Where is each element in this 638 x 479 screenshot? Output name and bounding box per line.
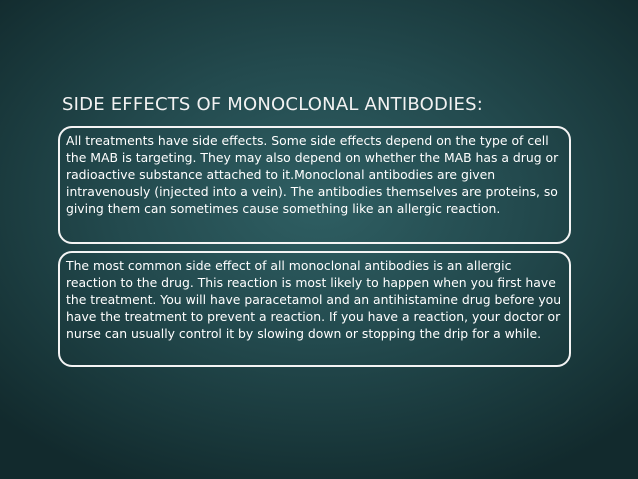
allergic-reaction-paragraph: The most common side effect of all monoclonal antibodies is an allergic reaction to the drug. This reaction is most likely to happen when you first have the treatment. You will have paracetamol and an antihistamine drug before you have the treatment to prevent a reaction. If you have a reaction, your doctor or nurse can usually control it by slowing down or stopping the drip for a while. [58,251,571,367]
slide-title: SIDE EFFECTS OF MONOCLONAL ANTIBODIES: [62,94,483,115]
side-effects-paragraph: All treatments have side effects. Some side effects depend on the type of cell the MAB is targeting. They may also depend on whether the MAB has a drug or radioactive substance attached to it.Monoclonal antibodies are given intravenously (injected into a vein). The antibodies themselves are proteins, so giving them can sometimes cause something like an allergic reaction. [58,126,571,244]
